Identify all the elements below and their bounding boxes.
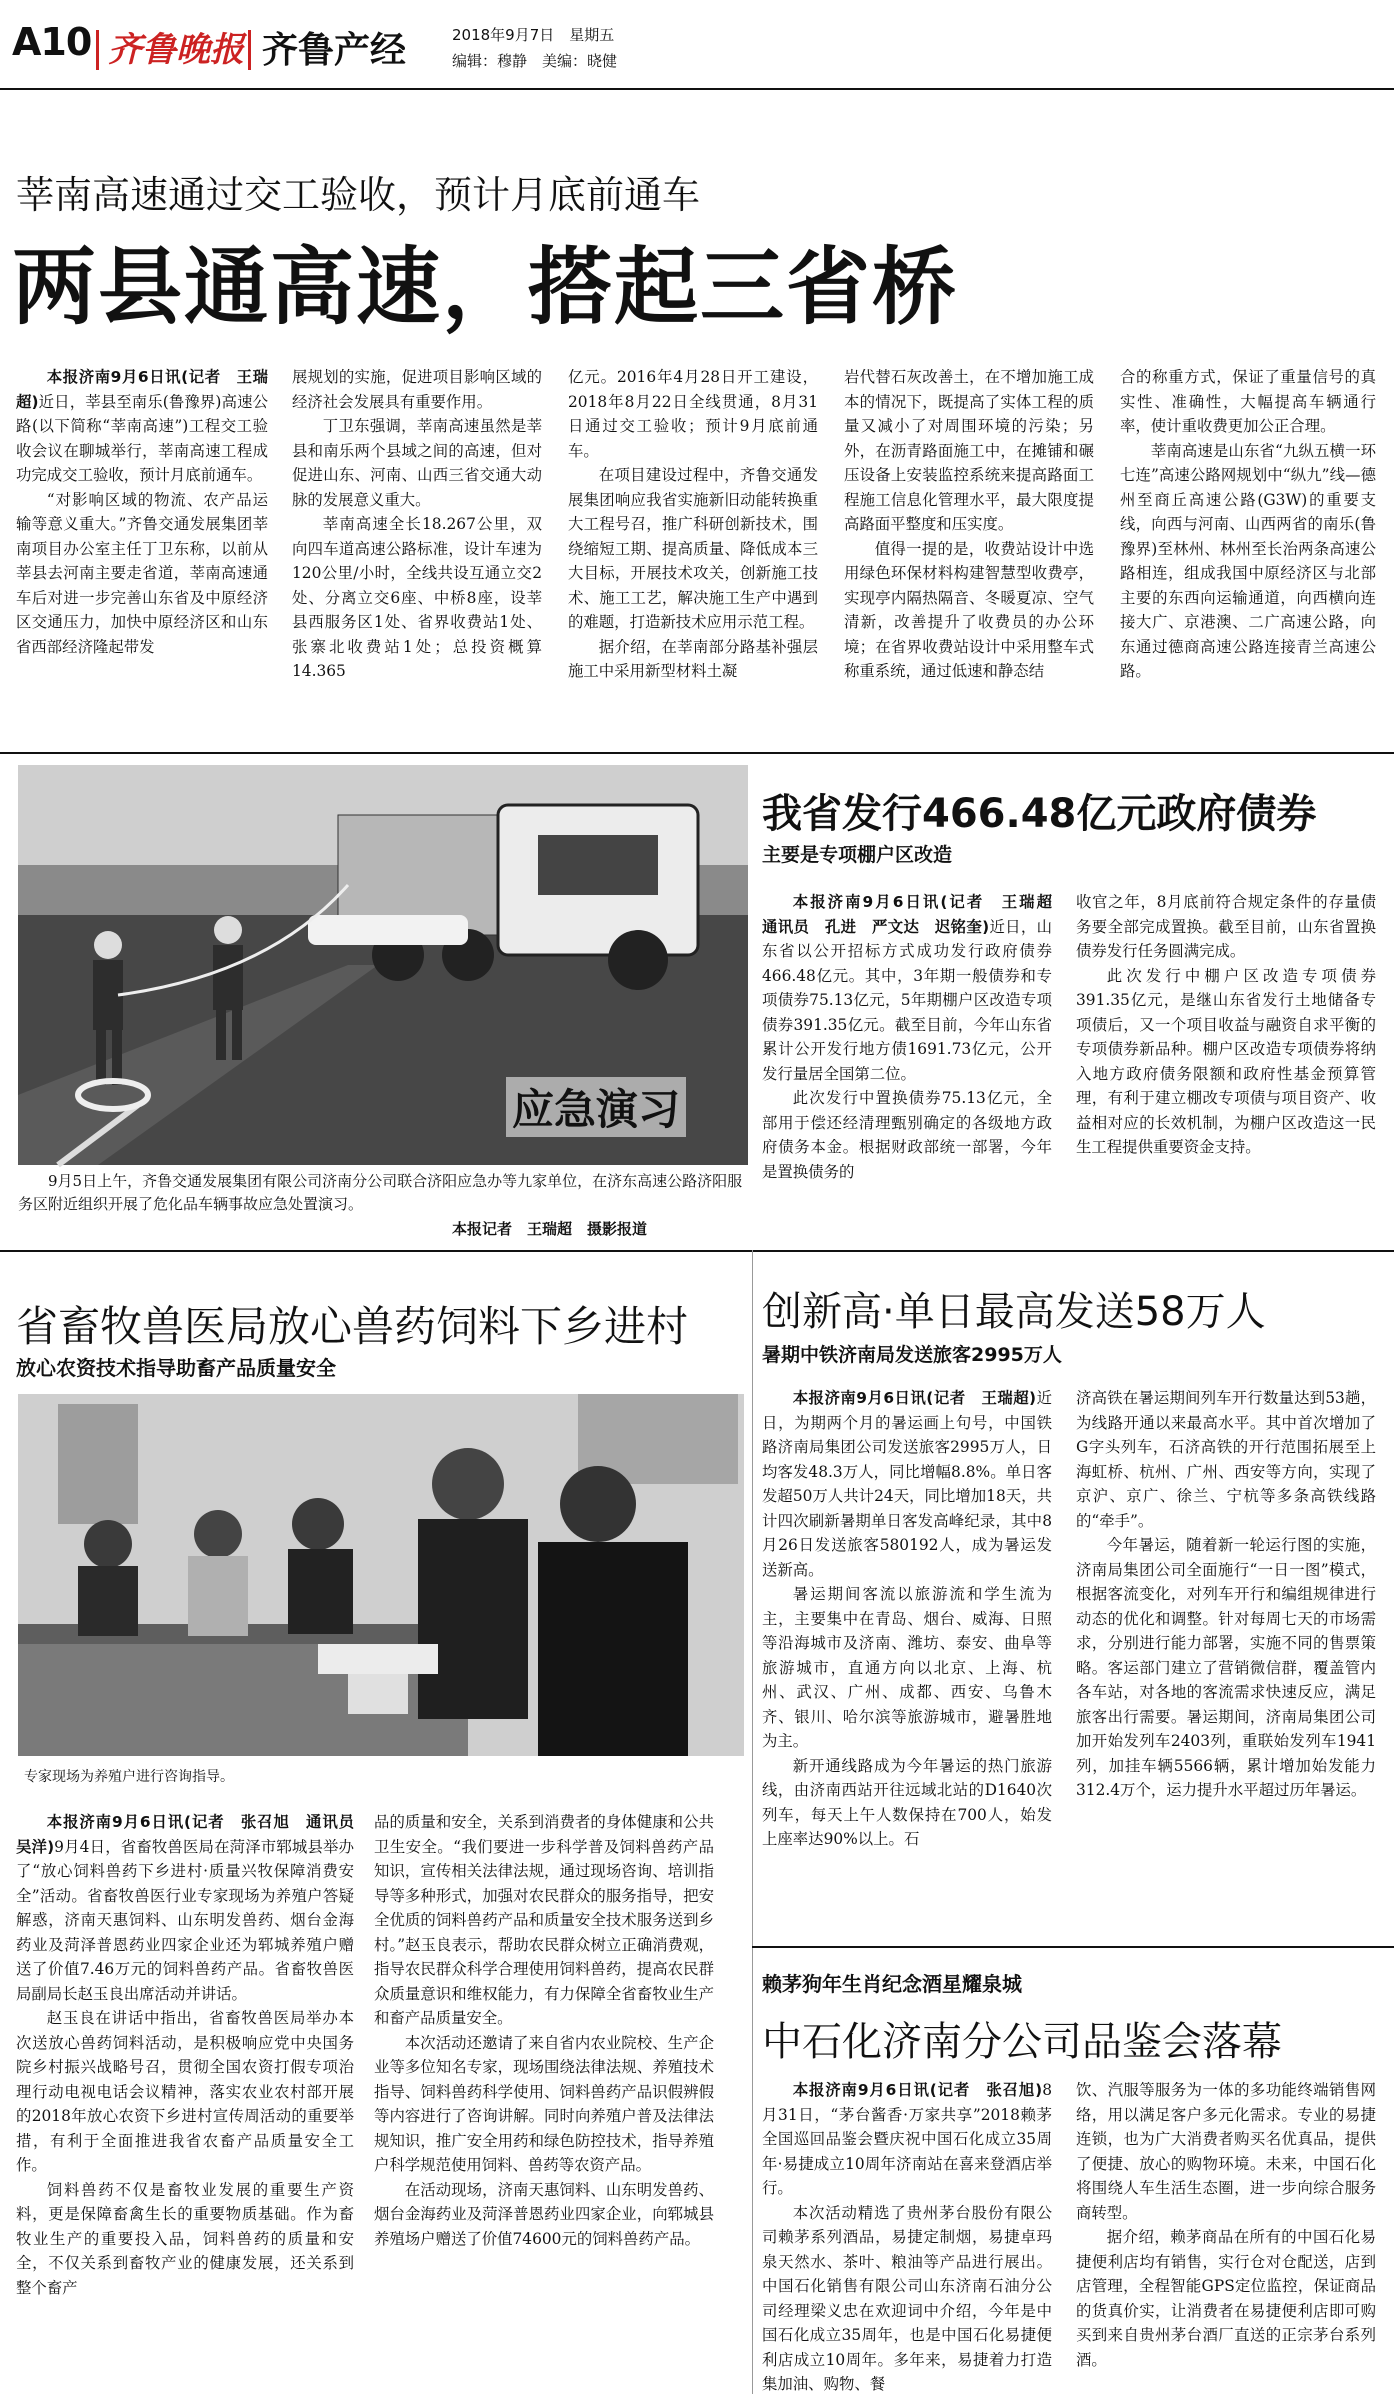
story2-col1-p2: 此次发行中置换债券75.13亿元，全部用于偿还经清理甄别确定的各级地方政府债务本金。根据财政部统一部署，今年是置换债务的	[762, 1089, 1052, 1181]
story3-subhead: 放心农资技术指导助畜产品质量安全	[16, 1356, 336, 1380]
story4-col1-text: 近日，为期两个月的暑运画上句号，中国铁路济南局集团公司发送旅客2995万人，日均客发48.3万人，同比增幅8.8%。单日客发超50万人共计24天，同比增加18天，共计四次刷新暑期单日客发高峰纪录，其中8月26日发送旅客580192人，成为暑运发送新高。	[762, 1389, 1052, 1579]
photo1-caption-text: 9月5日上午，齐鲁交通发展集团有限公司济南分公司联合济阳应急办等九家单位，在济东高速公路济阳服务区附近组织开展了危化品车辆事故应急处置演习。	[18, 1172, 743, 1213]
masthead-divider-2	[248, 30, 251, 70]
story2-col2-p2: 此次发行中棚户区改造专项债券391.35亿元，是继山东省发行土地储备专项债后，又一个项目收益与融资自求平衡的专项债券新品种。棚户区改造专项债券将纳入地方政府债务限额和政府性基金预算管理，有利于建立棚改专项债与项目资产、收益相对应的长效机制，为棚户区改造这一民生工程提供重要资金支持。	[1076, 966, 1376, 1156]
story1-col1-text: 近日，莘县至南乐(鲁豫界)高速公路(以下简称“莘南高速”)工程交工验收会议在聊城举行，莘南高速工程成功完成交工验收，预计月底前通车。	[16, 392, 268, 484]
story3-column-1	[16, 1810, 370, 2394]
emergency-drill-caption	[18, 1170, 748, 1216]
paper-name: 齐鲁晚报	[108, 30, 244, 70]
story5-kicker: 赖茅狗年生肖纪念酒星耀泉城	[762, 1972, 1022, 1996]
story1-kicker: 莘南高速通过交工验收，预计月底前通车	[16, 173, 701, 217]
masthead-rule	[0, 88, 1394, 90]
story1-col5-p2: 莘南高速是山东省“九纵五横一环七连”高速公路网规划中“纵九”线—德州至商丘高速公路(G3W)的重要支线，向西与河南、山西两省的南乐(鲁豫界)至林州、林州至长治两条高速公路相连，组成我国中原经济区与北部主要的东西向运输通道，向西横向连接大广、京港澳、二广高速公路，向东通过德商高速公路连接青兰高速公路。	[1120, 441, 1376, 680]
story1-col1-p2: “对影响区域的物流、农产品运输等意义重大。”齐鲁交通发展集团莘南项目办公室主任丁卫东称，以前从莘县去河南主要走省道，莘南高速通车后对进一步完善山东省及中原经济区交通压力，加快中原经济区和山东省西部经济隆起带发	[16, 490, 268, 656]
story2-headline: 我省发行466.48亿元政府债券	[762, 791, 1317, 837]
masthead-divider-1	[96, 30, 99, 70]
story2-column-2	[1076, 890, 1376, 1220]
page-number: A10	[12, 20, 92, 64]
story1-headline: 两县通高速，搭起三省桥	[12, 238, 959, 336]
story5-col2-text: 饮、汽服等服务为一体的多功能终端销售网络，用以满足客户多元化需求。专业的易捷连锁，也为广大消费者购买名优真品，提供了便捷、放心的购物环境。未来，中国石化将围绕人车生活生态圈，进一步向综合服务商转型。	[1076, 2081, 1376, 2222]
weekday: 星期五	[569, 26, 615, 44]
story1-col2-text: 展规划的实施，促进项目影响区域的经济社会发展具有重要作用。	[292, 368, 542, 411]
story1-col2-p3: 莘南高速全长18.267公里，双向四车道高速公路标准，设计车速为120公里/小时，全线共设互通立交2处、分离立交6座、中桥8座，设莘县西服务区1处、省界收费站1处、张寨北收费站1处；总投资概算14.365	[292, 515, 542, 680]
story1-col5-text: 合的称重方式，保证了重量信号的真实性、准确性，大幅提高车辆通行率，使计重收费更加公正合理。	[1120, 368, 1376, 435]
story5-headline: 中石化济南分公司品鉴会落幕	[762, 2019, 1282, 2065]
story3-lead: 本报济南9月6日讯(记者 张召旭 通讯员 吴洋)	[16, 1813, 370, 1856]
vertical-divider	[752, 1250, 753, 2394]
story1-col3-p2: 在项目建设过程中，齐鲁交通发展集团响应我省实施新旧动能转换重大工程号召，推广科研创新技术，围绕缩短工期、提高质量、降低成本三大目标，开展技术攻关，创新施工技术、施工工艺，解决施工生产中遇到的难题，打造新技术应用示范工程。	[568, 466, 818, 631]
story1-col3-text: 亿元。2016年4月28日开工建设，2018年8月22日全线贯通，8月31日通过交工验收；预计9月底前通车。	[568, 368, 818, 460]
story3-col1-p2: 赵玉良在讲话中指出，省畜牧兽医局举办本次送放心兽药饲料活动，是积极响应党中央国务院乡村振兴战略号召，贯彻全国农资打假专项治理行动电视电话会议精神，落实农业农村部开展的2018年放心农资下乡进村宣传周活动的重要举措，有利于全面推进我省农畜产品质量安全工作。	[16, 2009, 354, 2174]
story1-col2-p2: 丁卫东强调，莘南高速虽然是莘县和南乐两个县域之间的高速，但对促进山东、河南、山西三省交通大动脉的发展意义重大。	[292, 417, 542, 509]
story3-col2-text: 品的质量和安全，关系到消费者的身体健康和公共卫生安全。“我们要进一步科学普及饲料兽药产品知识，宣传相关法律法规，通过现场咨询、培训指导等多种形式，加强对农民群众的服务指导，把安全优质的饲料兽药产品和质量安全技术服务送到乡村。”赵玉良表示，帮助农民群众树立正确消费观，指导农民群众科学合理使用饲料兽药，提高农民群众质量意识和维权能力，有力保障全省畜牧业生产和畜产品质量安全。	[374, 1813, 714, 2027]
rule-after-story1	[0, 752, 1394, 754]
story2-col2-text: 收官之年，8月底前符合规定条件的存量债务要全部完成置换。截至目前，山东省置换债券发行任务圆满完成。	[1076, 893, 1376, 960]
story1-col3-p3: 据介绍，在莘南部分路基补强层施工中采用新型材料土凝	[568, 637, 818, 680]
rule-before-story5	[752, 1946, 1394, 1948]
emergency-drill-photo	[18, 765, 748, 1165]
story2-subhead: 主要是专项棚户区改造	[762, 844, 953, 866]
story3-headline: 省畜牧兽医局放心兽药饲料下乡进村	[16, 1302, 689, 1351]
story4-col1-p3: 新开通线路成为今年暑运的热门旅游线，由济南西站开往远域北站的D1640次列车，每天上午人数保持在700人，始发上座率达90%以上。石	[762, 1756, 1052, 1848]
editors: 编辑：穆静 美编：晓健	[452, 52, 618, 70]
rule-after-story2	[0, 1250, 1394, 1252]
story3-column-2	[374, 1810, 714, 2394]
section-title: 齐鲁产经	[262, 30, 407, 71]
story3-col1-p3: 饲料兽药不仅是畜牧业发展的重要生产资料，更是保障畜禽生长的重要物质基础。作为畜牧业生产的重要投入品，饲料兽药的质量和安全，不仅关系到畜牧产业的健康发展，还关系到整个畜产	[16, 2180, 354, 2297]
emergency-drill-credit: 本报记者 王瑞超 摄影报道	[452, 1220, 648, 1238]
story4-lead: 本报济南9月6日讯(记者 王瑞超)	[792, 1389, 1037, 1407]
story3-col2-p2: 本次活动还邀请了来自省内农业院校、生产企业等多位知名专家，现场围绕法律法规、养殖技术指导、饲料兽药科学使用、饲料兽药产品识假辨假等内容进行了咨询讲解。同时向养殖户普及法律法规知识，推广安全用药和绿色防控技术，指导养殖户科学规范使用饲料、兽药等农资产品。	[374, 2033, 714, 2174]
story2-col1-text: 近日，山东省以公开招标方式成功发行政府债券466.48亿元。其中，3年期一般债券和专项债券75.13亿元，5年期棚户区改造专项债券391.35亿元。截至目前，今年山东省累计公开发行地方债1691.73亿元，公开发行量居全国第二位。	[762, 917, 1052, 1083]
story5-col1-text: 8月31日，“茅台酱香·万家共享”2018赖茅全国巡回品鉴会暨庆祝中国石化成立35周年·易捷成立10周年济南站在喜来登酒店举行。	[762, 2081, 1052, 2197]
photo-overlay-text: 应急演习	[506, 1077, 686, 1137]
story4-headline: 创新高·单日最高发送58万人	[762, 1289, 1266, 1335]
story4-column-1	[762, 1386, 1052, 1926]
consultation-caption: 专家现场为养殖户进行咨询指导。	[24, 1769, 234, 1785]
story4-subhead: 暑期中铁济南局发送旅客2995万人	[762, 1344, 1062, 1366]
story1-col4-text: 岩代替石灰改善土，在不增加施工成本的情况下，既提高了实体工程的质量又减小了对周围环境的污染；另外，在沥青路面施工中，在摊铺和碾压设备上安装监控系统来提高路面工程施工信息化管理水平，最大限度提高路面平整度和压实度。	[844, 368, 1094, 533]
story3-col1-text: 9月4日，省畜牧兽医局在菏泽市郓城县举办了“放心饲料兽药下乡进村·质量兴牧保障消费安全”活动。省畜牧兽医行业专家现场为养殖户答疑解惑，济南天惠饲料、山东明发兽药、烟台金海药业及菏泽普恩药业四家企业还为郓城养殖户赠送了价值7.46万元的饲料兽药产品。省畜牧兽医局副局长赵玉良出席活动并讲话。	[16, 1837, 354, 2003]
story5-lead: 本报济南9月6日讯(记者 张召旭)	[792, 2081, 1043, 2099]
story4-column-2	[1076, 1386, 1376, 1926]
date: 2018年9月7日	[452, 26, 555, 44]
consultation-illustration	[18, 1394, 744, 1756]
story1-col4-p2: 值得一提的是，收费站设计中选用绿色环保材料构建智慧型收费亭，实现亭内隔热隔音、冬暖夏凉、空气清新，改善提升了收费员的办公环境；在省界收费站设计中采用整车式称重系统，通过低速和静态结	[844, 539, 1094, 680]
story5-column-2	[1076, 2078, 1376, 2394]
story2-column-1	[762, 890, 1068, 1220]
story1-column-5	[1120, 365, 1376, 745]
story1-column-1	[16, 365, 268, 745]
story1-column-3	[568, 365, 818, 745]
story5-col1-p2: 本次活动精选了贵州茅台股份有限公司赖茅系列酒品，易捷定制烟，易捷卓玛泉天然水、茶叶、粮油等产品进行展出。中国石化销售有限公司山东济南石油分公司经理梁义忠在欢迎词中介绍，今年是中国石化成立35周年，也是中国石化易捷便利店成立10周年。多年来，易捷着力打造集加油、购物、餐	[762, 2203, 1052, 2393]
story1-column-2	[292, 365, 542, 745]
story4-col1-p2: 暑运期间客流以旅游流和学生流为主，主要集中在青岛、烟台、威海、日照等沿海城市及济南、潍坊、泰安、曲阜等旅游城市，直通方向以北京、上海、杭州、武汉、广州、成都、西安、乌鲁木齐、银川、哈尔滨等旅游城市，避暑胜地为主。	[762, 1585, 1052, 1750]
story1-column-4	[844, 365, 1094, 745]
story4-col2-p2: 今年暑运，随着新一轮运行图的实施，济南局集团公司全面施行“一日一图”模式，根据客流变化，对列车开行和编组规律进行动态的优化和调整。针对每周七天的市场需求，分别进行能力部署，实施不同的售票策略。客运部门建立了营销微信群，覆盖管内各车站，对各地的客流需求快速反应，满足旅客出行需要。暑运期间，济南局集团公司加开始发列车2403列，重联始发列车1941列，加挂车辆5566辆，累计增加始发能力312.4万个，运力提升水平超过历年暑运。	[1076, 1536, 1376, 1799]
story5-col2-p2: 据介绍，赖茅商品在所有的中国石化易捷便利店均有销售，实行仓对仓配送，店到店管理，全程智能GPS定位监控，保证商品的货真价实，让消费者在易捷便利店即可购买到来自贵州茅台酒厂直送的正宗茅台系列酒。	[1076, 2228, 1376, 2369]
story2-lead: 本报济南9月6日讯(记者 王瑞超 通讯员 孔进 严文达 迟铭奎)	[762, 893, 1068, 936]
consultation-photo	[18, 1394, 744, 1756]
story1-lead: 本报济南9月6日讯(记者 王瑞超)	[16, 368, 268, 411]
story5-column-1	[762, 2078, 1052, 2394]
story3-col2-p3: 在活动现场，济南天惠饲料、山东明发兽药、烟台金海药业及菏泽普恩药业四家企业，向郓城县养殖场户赠送了价值74600元的饲料兽药产品。	[374, 2180, 714, 2248]
issue-date	[452, 24, 614, 45]
story4-col2-text: 济高铁在暑运期间列车开行数量达到53趟，为线路开通以来最高水平。其中首次增加了G字头列车，石济高铁的开行范围拓展至上海虹桥、杭州、广州、西安等方向，实现了京沪、京广、徐兰、宁杭等多条高铁线路的“牵手”。	[1076, 1389, 1376, 1530]
